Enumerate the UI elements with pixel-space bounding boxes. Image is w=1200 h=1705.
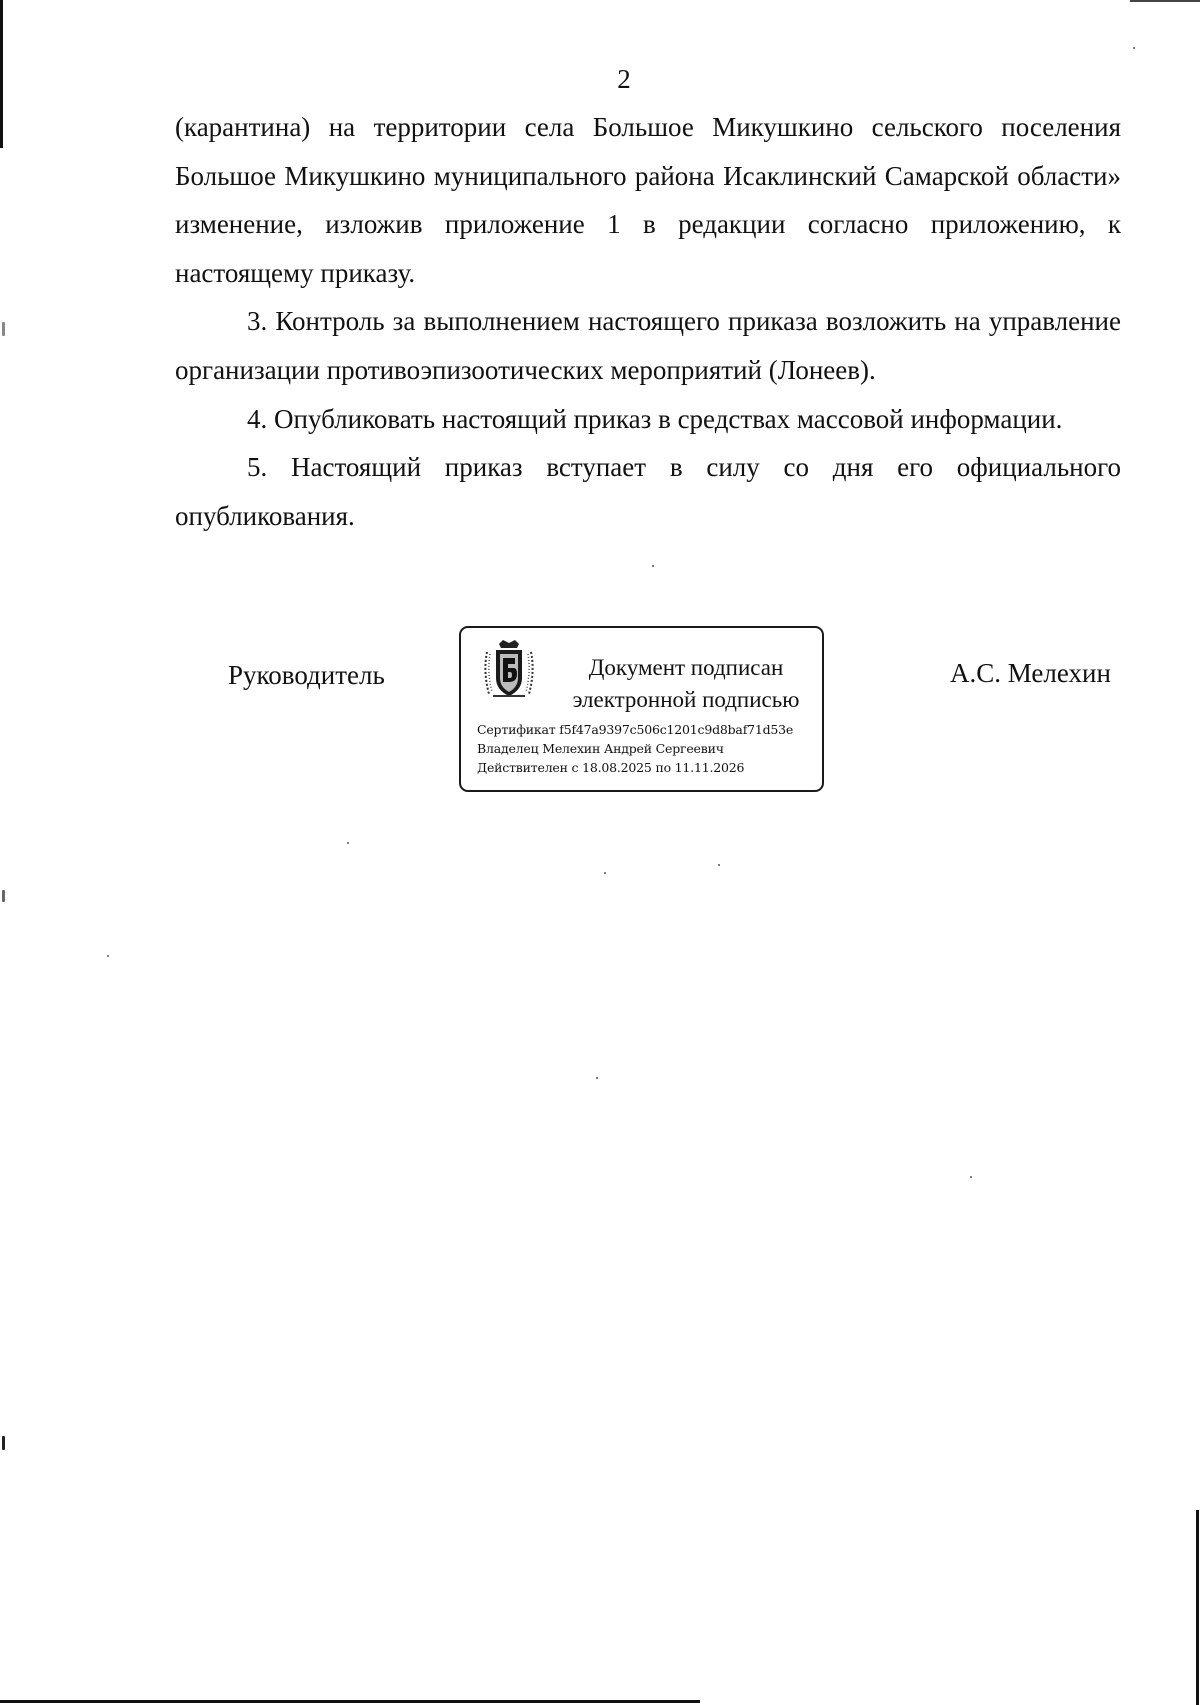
scan-speck — [652, 565, 654, 567]
scan-speck — [2, 1436, 5, 1450]
signer-position: Руководитель — [228, 660, 385, 690]
stamp-title-line: Документ подписан — [588, 655, 784, 680]
scan-speck — [604, 872, 606, 874]
paragraph-continuation: (карантина) на территории села Большое Микушкино сельского поселения Большое Микушкино муниципального района Исаклинский Самарской области» изменение, изложив приложение 1 в редакции согласно приложению, к настоящему приказу. — [175, 112, 1121, 288]
stamp-title-line: электронной подписью — [572, 687, 800, 712]
signature-block — [0, 626, 1200, 796]
scan-edge-top-right — [1130, 0, 1200, 2]
stamp-owner: Владелец Мелехин Андрей Сергеевич — [477, 741, 724, 756]
stamp-certificate: Сертификат f5f47a9397c506c1201c9d8baf71d53e — [477, 722, 794, 737]
paragraph-item-3: 3. Контроль за выполнением настоящего приказа возложить на управление организации противоэпизоотических мероприятий (Лонеев). — [175, 306, 1121, 385]
scan-edge-right-bottom — [1196, 1510, 1199, 1705]
paragraph-item-4: 4. Опубликовать настоящий приказ в средствах массовой информации. — [247, 403, 1063, 434]
coat-of-arms-icon — [481, 638, 537, 700]
signer-name: А.С. Мелехин — [950, 658, 1111, 688]
stamp-validity: Действителен с 18.08.2025 по 11.11.2026 — [477, 760, 745, 775]
document-body — [175, 103, 1121, 540]
stamp-details — [477, 720, 793, 777]
stamp-title — [561, 652, 811, 716]
scan-speck — [718, 864, 720, 866]
scan-speck — [107, 955, 109, 957]
scan-speck — [1133, 47, 1135, 49]
page-number: 2 — [617, 64, 631, 94]
scan-speck — [347, 842, 349, 844]
scan-speck — [970, 1176, 972, 1178]
paragraph-item-5: 5. Настоящий приказ вступает в силу со дня его официального опубликования. — [175, 452, 1121, 531]
scan-speck — [2, 322, 5, 336]
scan-speck — [2, 890, 5, 902]
electronic-signature-stamp — [459, 626, 824, 792]
scan-edge-bottom — [0, 1700, 700, 1703]
scan-speck — [596, 1077, 598, 1079]
